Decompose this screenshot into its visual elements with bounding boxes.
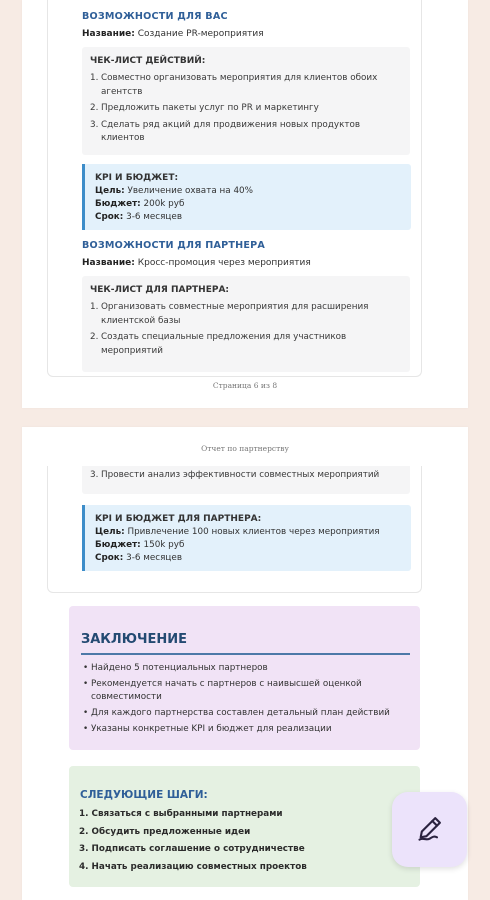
kpi-term: Срок: 3-6 месяцев (95, 212, 183, 222)
kpi-term: Срок: 3-6 месяцев (95, 553, 183, 563)
checklist-item: 1. Организовать совместные мероприятия для расширения клиентской базы (90, 302, 369, 326)
list-item: 2. Обсудить предложенные идеи (79, 826, 251, 837)
you-kpi-box (82, 164, 411, 230)
conclusion-title: ЗАКЛЮЧЕНИЕ (81, 632, 188, 647)
kpi-title: KPI И БЮДЖЕТ ДЛЯ ПАРТНЕРА: (95, 514, 262, 524)
checklist-item: 1. Совместно организовать мероприятия для клиентов обоих агентств (90, 73, 378, 97)
kpi-goal: Цель: Увеличение охвата на 40% (95, 186, 254, 196)
edit-button[interactable] (392, 792, 467, 867)
list-item: • Для каждого партнерства составлен детальный план действий (83, 707, 408, 720)
list-item: 1. Связаться с выбранными партнерами (79, 809, 283, 819)
list-item: • Указаны конкретные KPI и бюджет для реализации (83, 723, 408, 736)
checklist (90, 301, 402, 361)
checklist-title: ЧЕК-ЛИСТ ДЕЙСТВИЙ: (90, 56, 206, 66)
you-name-line (82, 29, 264, 39)
name-value: Кросс-промоция через мероприятия (137, 258, 311, 268)
name-value: Создание PR-мероприятия (137, 29, 264, 39)
checklist-item: 2. Предложить пакеты услуг по PR и маркетингу (90, 103, 319, 113)
checklist-item: 3. Провести анализ эффективности совместных мероприятий (90, 470, 380, 480)
you-checklist-box (82, 47, 410, 155)
page-header: Отчет по партнерству (201, 444, 289, 453)
list-item: • Найдено 5 потенциальных партнеров (83, 662, 408, 675)
list-item: 4. Начать реализацию совместных проектов (79, 861, 307, 872)
conclusion-list (83, 662, 408, 739)
next-steps-section (69, 766, 420, 887)
checklist-item: 2. Создать специальные предложения для участников мероприятий (90, 332, 347, 356)
next-steps-title: СЛЕДУЮЩИЕ ШАГИ: (80, 789, 208, 801)
partner-checklist-box-continued (82, 466, 410, 494)
checklist (90, 469, 402, 486)
partner-section-title: ВОЗМОЖНОСТИ ДЛЯ ПАРТНЕРА (82, 240, 265, 251)
next-steps-list (79, 808, 410, 878)
you-section-title: ВОЗМОЖНОСТИ ДЛЯ ВАС (82, 11, 228, 22)
edit-pen-icon (416, 814, 444, 846)
list-item: 3. Подписать соглашение о сотрудничестве (79, 844, 305, 854)
kpi-budget: Бюджет: 150k руб (95, 540, 185, 550)
partner-checklist-box (82, 276, 410, 372)
name-label: Название: (82, 29, 135, 39)
kpi-goal: Цель: Привлечение 100 новых клиентов через мероприятия (95, 527, 380, 537)
conclusion-section (69, 606, 420, 750)
kpi-title: KPI И БЮДЖЕТ: (95, 173, 179, 183)
checklist (90, 72, 402, 149)
kpi-budget: Бюджет: 200k руб (95, 199, 185, 209)
page-footer: Страница 6 из 8 (212, 381, 278, 390)
checklist-item: 3. Сделать ряд акций для продвижения новых продуктов клиентов (90, 119, 361, 143)
partner-kpi-box (82, 505, 411, 571)
divider (81, 653, 410, 655)
checklist-title: ЧЕК-ЛИСТ ДЛЯ ПАРТНЕРА: (90, 285, 230, 295)
partner-name-line (82, 258, 311, 268)
list-item: • Рекомендуется начать с партнеров с наивысшей оценкой совместимости (83, 678, 408, 704)
name-label: Название: (82, 258, 135, 268)
